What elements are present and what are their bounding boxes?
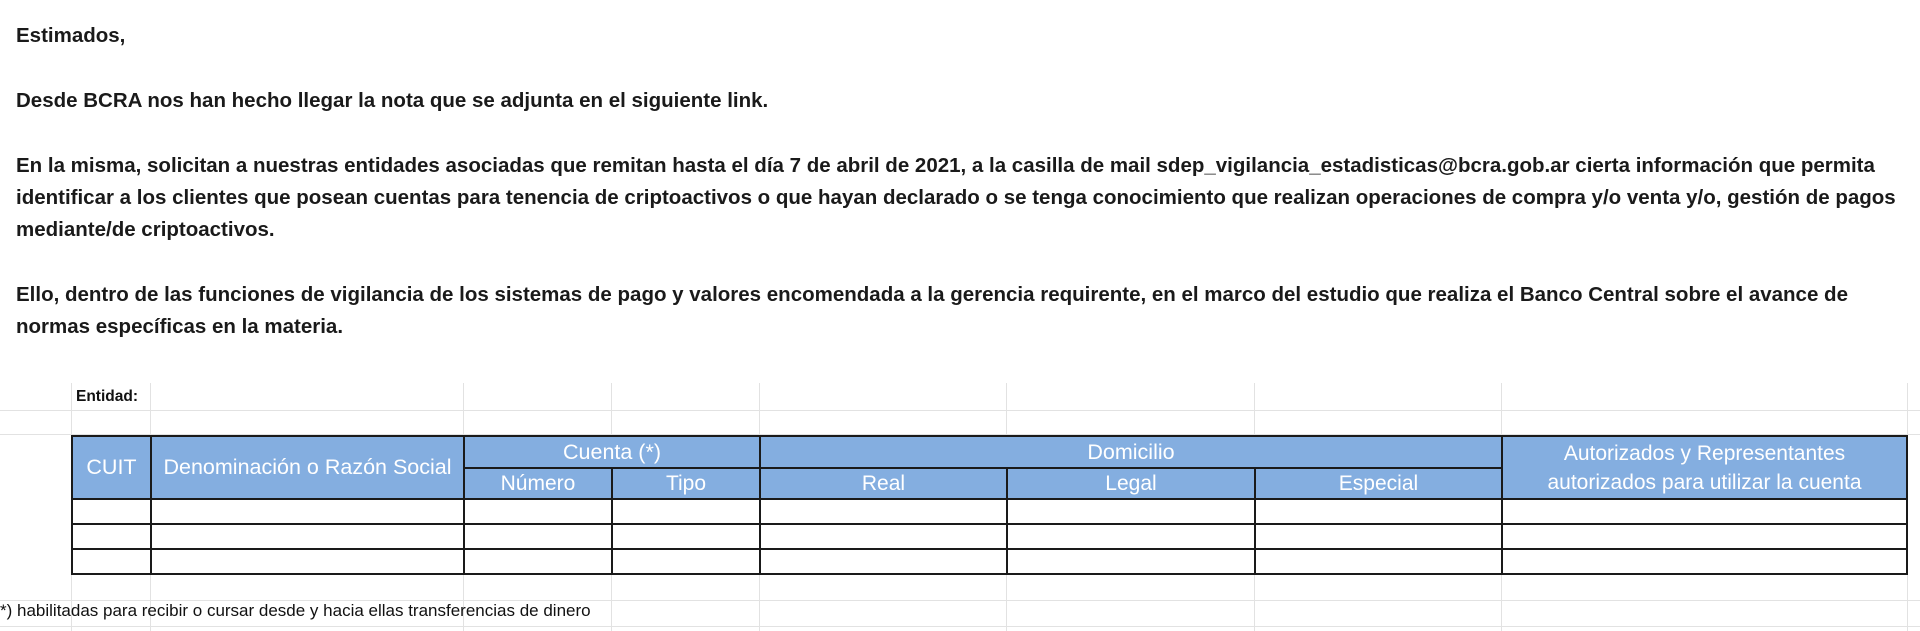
email-paragraph-1: Desde BCRA nos han hecho llegar la nota que se adjunta en el siguiente link. [16,89,769,112]
table-row[interactable] [73,500,1906,523]
table-row[interactable] [73,525,1906,548]
entidad-label: Entidad: [76,388,138,405]
clients-table [71,435,1908,575]
header-cuit: CUIT [73,437,150,498]
header-domicilio: Domicilio [761,437,1501,467]
table-row[interactable] [73,550,1906,573]
header-numero: Número [465,469,611,498]
header-real: Real [761,469,1006,498]
email-body [16,20,1912,343]
header-cuenta: Cuenta (*) [465,437,759,467]
header-legal: Legal [1008,469,1254,498]
footnote: *) habilitadas para recibir o cursar desde y hacia ellas transferencias de dinero [0,601,591,620]
header-denominacion: Denominación o Razón Social [152,437,463,498]
header-tipo: Tipo [613,469,759,498]
email-greeting: Estimados, [16,24,126,47]
header-autorizados: Autorizados y Representantes autorizados para utilizar la cuenta [1503,437,1906,498]
email-paragraph-3: Ello, dentro de las funciones de vigilancia de los sistemas de pago y valores encomendada a la gerencia requirente, en el marco del estudio que realiza el Banco Central sobre el avance de normas específicas en la materia. [16,283,1848,338]
header-especial: Especial [1256,469,1501,498]
email-paragraph-2: En la misma, solicitan a nuestras entidades asociadas que remitan hasta el día 7 de abril de 2021, a la casilla de mail sdep_vigilancia_estadisticas@bcra.gob.ar cierta información que permita identificar a los clientes que posean cuentas para tenencia de criptoactivos o que hayan declarado o se tenga conocimiento que realizan operaciones de compra y/o venta y/o, gestión de pagos mediante/de criptoactivos. [16,154,1896,241]
